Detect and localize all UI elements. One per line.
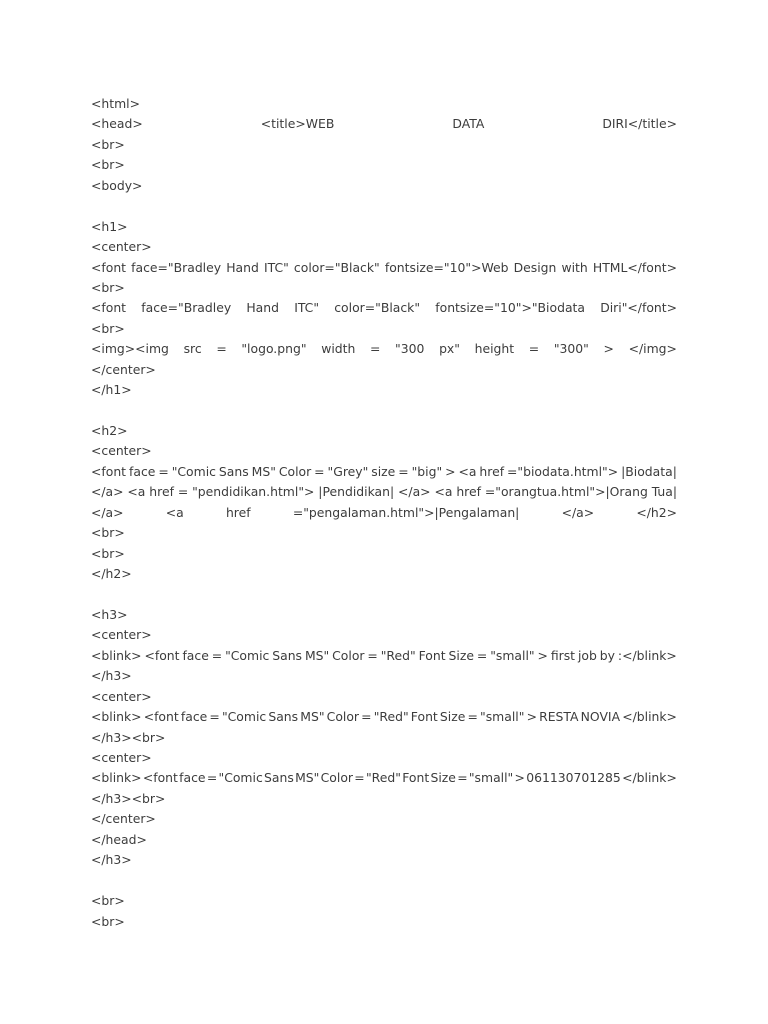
code-token: = [467, 709, 478, 725]
code-token: ITC" [263, 259, 289, 275]
code-token: <center> [91, 239, 152, 255]
blank-line [91, 196, 677, 216]
code-line [91, 258, 677, 278]
code-token: </head> [91, 831, 147, 847]
code-token: ="orangtua.html">|Orang [484, 484, 648, 500]
code-token: DATA [452, 116, 485, 132]
code-line [91, 728, 677, 748]
code-token: MS" [300, 709, 325, 725]
code-token: </h3> [91, 852, 132, 868]
code-token: Size [439, 709, 466, 725]
code-token: |Biodata| [621, 463, 677, 479]
code-token: color="Black" [334, 300, 421, 316]
code-token: <br> [91, 320, 125, 336]
code-token: face [182, 647, 209, 663]
code-line [91, 605, 677, 625]
code-line [91, 176, 677, 196]
code-token: <blink> [91, 709, 142, 725]
code-token: <br> [91, 525, 125, 541]
code-token: </h2> [91, 566, 132, 582]
code-token: NOVIA [580, 709, 621, 725]
code-token: </h1> [91, 382, 132, 398]
code-token: </h2> [636, 504, 677, 520]
code-token: = [370, 341, 381, 357]
code-token: MS" [251, 463, 276, 479]
code-token: "Red" [373, 709, 409, 725]
code-token: > [514, 770, 525, 786]
code-line [91, 748, 677, 768]
code-token: <br> [91, 913, 125, 929]
code-token: first [550, 647, 576, 663]
code-token: </a> [91, 484, 124, 500]
code-token: DIRI</title> [602, 116, 677, 132]
blank-line [91, 871, 677, 891]
code-token: href [456, 484, 481, 500]
code-token: Sans [268, 709, 299, 725]
code-token: <a [434, 484, 453, 500]
code-line [91, 155, 677, 175]
code-line [91, 135, 677, 155]
code-line [91, 380, 677, 400]
code-token: by [599, 647, 615, 663]
code-token: "logo.png" [241, 341, 307, 357]
code-token: = [476, 647, 488, 663]
code-token: </a> [91, 504, 124, 520]
code-token: "Comic [171, 463, 216, 479]
code-token: > [445, 463, 456, 479]
code-line [91, 278, 677, 298]
code-line [91, 850, 677, 870]
code-token: src [183, 341, 202, 357]
code-token: <img><img [91, 341, 169, 357]
code-token: href [149, 484, 174, 500]
blank-line [91, 401, 677, 421]
code-token: 061130701285 [526, 770, 621, 786]
code-token: = [361, 709, 372, 725]
code-token: = [314, 463, 325, 479]
code-token: "small" [480, 709, 525, 725]
code-token: <body> [91, 177, 143, 193]
code-token: Color [278, 463, 312, 479]
code-token: Font [410, 709, 438, 725]
code-token: "Grey" [327, 463, 369, 479]
code-token: href [479, 463, 505, 479]
code-token: Color [320, 770, 354, 786]
code-line [91, 768, 677, 788]
code-token: MS" [295, 770, 320, 786]
code-line [91, 503, 677, 523]
code-token: = [209, 709, 220, 725]
code-token: = [211, 647, 223, 663]
code-line [91, 564, 677, 584]
code-token: <font [144, 647, 180, 663]
code-token: "big" [411, 463, 443, 479]
code-token: MS" [304, 647, 330, 663]
code-token: </h3><br> [91, 729, 166, 745]
code-token: "Comic [225, 647, 270, 663]
code-token: href [225, 504, 251, 520]
code-token: <h3> [91, 606, 128, 622]
code-token: Hand [226, 259, 259, 275]
code-token: "small" [468, 770, 514, 786]
code-line [91, 441, 677, 461]
code-token: fontsize="10">"Biodata [435, 300, 585, 316]
code-token: <h1> [91, 218, 128, 234]
code-token: size [371, 463, 396, 479]
code-token: <br> [91, 893, 125, 909]
code-token: <h2> [91, 423, 128, 438]
code-token: <a [127, 484, 146, 500]
code-token: </blink> [622, 709, 677, 725]
code-token: "Red" [380, 647, 416, 663]
code-token: HTML</font> [592, 259, 677, 275]
code-token: = [158, 463, 169, 479]
code-token: <a [165, 504, 184, 520]
code-token: <html> [91, 96, 140, 111]
code-token: ITC" [294, 300, 320, 316]
code-line [91, 912, 677, 932]
code-token: </blink> [622, 770, 677, 786]
code-listing [91, 94, 677, 932]
code-token: RESTA [539, 709, 579, 725]
code-line [91, 94, 677, 114]
code-line [91, 421, 677, 441]
code-token: Color [332, 647, 365, 663]
code-token: fontsize="10">Web [384, 259, 509, 275]
code-line [91, 625, 677, 645]
code-token: with [561, 259, 588, 275]
code-token: > [603, 341, 614, 357]
code-token: <a [458, 463, 477, 479]
code-line [91, 891, 677, 911]
code-line [91, 646, 677, 666]
code-token: Diri"</font> [600, 300, 677, 316]
code-token: face [180, 709, 208, 725]
code-token: face="Bradley [141, 300, 232, 316]
code-token: = [398, 463, 409, 479]
code-token: </center> [91, 811, 156, 827]
code-token: = [216, 341, 227, 357]
code-token: </img> [628, 341, 677, 357]
code-line [91, 319, 677, 339]
code-token: "small" [490, 647, 535, 663]
code-line [91, 687, 677, 707]
code-line [91, 544, 677, 564]
code-token: face [179, 770, 206, 786]
code-token: <center> [91, 443, 152, 459]
code-token: = [177, 484, 189, 500]
code-token: <br> [91, 279, 125, 295]
code-token: "Comic [221, 709, 267, 725]
code-token: </h3> [91, 668, 132, 684]
code-token: = [528, 341, 540, 357]
code-token: Size [430, 770, 456, 786]
code-token: = [206, 770, 218, 786]
code-line [91, 339, 677, 359]
code-token: Font [402, 770, 430, 786]
code-token: <br> [91, 136, 125, 152]
code-token: <blink> [91, 770, 142, 786]
blank-line [91, 585, 677, 605]
code-token: <font [143, 709, 179, 725]
code-token: </center> [91, 361, 156, 377]
code-token: "Comic [218, 770, 263, 786]
code-token: > [526, 709, 537, 725]
code-line [91, 114, 677, 134]
code-token: <center> [91, 627, 152, 643]
code-token: <blink> [91, 647, 142, 663]
code-token: </a> [561, 504, 595, 520]
code-token: Sans [272, 647, 303, 663]
code-token: > [537, 647, 548, 663]
code-line [91, 523, 677, 543]
code-token: <center> [91, 750, 152, 765]
code-line [91, 707, 677, 727]
code-token: Design [513, 259, 557, 275]
code-token: = [457, 770, 468, 786]
code-token: face="Bradley [131, 259, 222, 275]
code-token: <font [91, 463, 127, 479]
code-line [91, 237, 677, 257]
code-token: </a> [398, 484, 431, 500]
code-token: Sans [264, 770, 294, 786]
code-line [91, 789, 677, 809]
code-token: = [354, 770, 365, 786]
code-token: <font [142, 770, 178, 786]
code-token: Font [418, 647, 446, 663]
code-line [91, 360, 677, 380]
code-token: px" [439, 341, 460, 357]
code-line [91, 666, 677, 686]
code-token: </h3><br> [91, 790, 166, 806]
code-token: :</blink> [617, 647, 677, 663]
code-line [91, 830, 677, 850]
code-line [91, 482, 677, 502]
code-token: face [129, 463, 156, 479]
code-token: job [577, 647, 597, 663]
code-line [91, 809, 677, 829]
code-token: ="biodata.html"> [507, 463, 619, 479]
code-line [91, 462, 677, 482]
code-token: "300 [395, 341, 425, 357]
code-token: = [367, 647, 378, 663]
code-token: "Red" [365, 770, 401, 786]
code-token: <br> [91, 545, 125, 561]
code-token: "300" [553, 341, 589, 357]
code-token: <font [91, 300, 127, 316]
code-token: Hand [246, 300, 279, 316]
code-token: "pendidikan.html"> [192, 484, 315, 500]
code-token: <head> [91, 116, 143, 132]
code-token: Sans [218, 463, 249, 479]
code-token: <font [91, 259, 127, 275]
code-token: Size [448, 647, 474, 663]
code-line [91, 217, 677, 237]
code-token: Color [326, 709, 360, 725]
code-token: <center> [91, 688, 152, 704]
code-token: height [474, 341, 515, 357]
code-token: <br> [91, 157, 125, 173]
code-token: |Pendidikan| [318, 484, 395, 500]
code-token: ="pengalaman.html">|Pengalaman| [292, 504, 520, 520]
code-token: <title>WEB [260, 116, 335, 132]
code-token: color="Black" [293, 259, 380, 275]
code-line [91, 298, 677, 318]
code-token: Tua| [651, 484, 677, 500]
code-token: width [321, 341, 356, 357]
